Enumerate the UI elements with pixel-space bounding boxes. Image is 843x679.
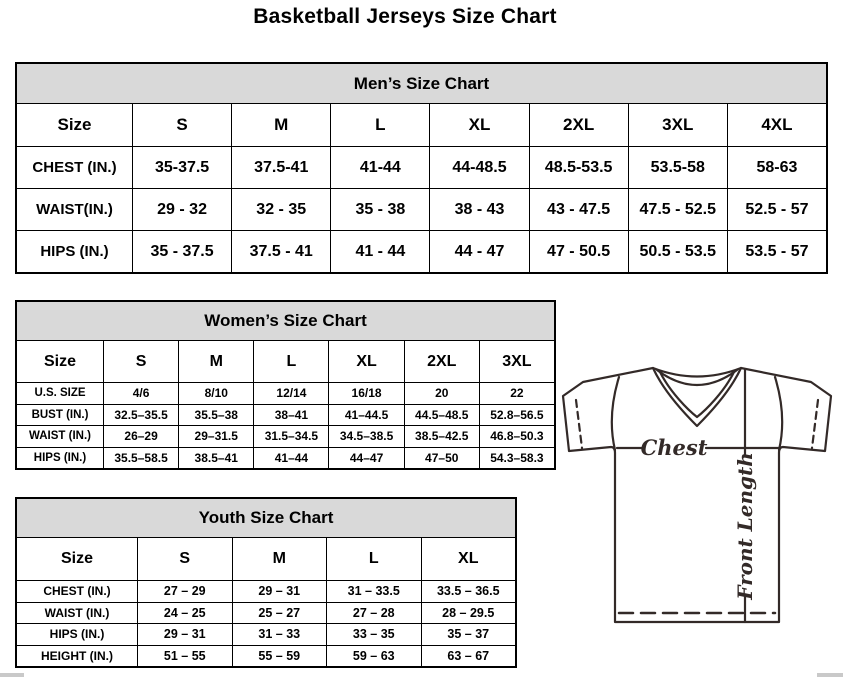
men-value-cell: 3XL <box>628 104 727 146</box>
page-title: Basketball Jerseys Size Chart <box>253 5 557 28</box>
women-value-cell: 31.5–34.5 <box>253 426 328 447</box>
women-size-header-row <box>17 341 554 382</box>
women-data-row-2 <box>17 425 554 447</box>
women-value-cell: 8/10 <box>178 383 253 404</box>
youth-value-cell: 27 – 28 <box>326 603 421 624</box>
women-row-label: BUST (IN.) <box>31 408 89 421</box>
jersey-measurement-diagram <box>552 358 842 628</box>
women-row-label: Size <box>43 352 76 370</box>
women-value-cell: 47–50 <box>404 448 479 469</box>
youth-value-cell: S <box>137 538 232 580</box>
men-value-cell: 35 - 37.5 <box>132 231 231 272</box>
women-value-cell: 20 <box>404 383 479 404</box>
youth-value-cell: M <box>232 538 327 580</box>
womens-table-title: Women’s Size Chart <box>17 302 554 341</box>
men-value-cell: 47.5 - 52.5 <box>628 189 727 230</box>
youth-row-label: HEIGHT (IN.) <box>41 648 113 663</box>
youth-value-cell: 33 – 35 <box>326 624 421 645</box>
women-value-cell: 41–44.5 <box>328 405 403 426</box>
men-value-cell: 29 - 32 <box>132 189 231 230</box>
men-value-cell: 37.5-41 <box>231 147 330 188</box>
men-value-cell: 38 - 43 <box>429 189 528 230</box>
youth-value-cell: 24 – 25 <box>137 603 232 624</box>
youth-value-cell: 51 – 55 <box>137 646 232 667</box>
men-row-label: Size <box>57 115 92 134</box>
men-value-cell: 53.5 - 57 <box>727 231 826 272</box>
men-value-cell: 48.5-53.5 <box>529 147 628 188</box>
youth-value-cell: 63 – 67 <box>421 646 516 667</box>
horizontal-scrollbar-right-fragment[interactable] <box>817 673 843 677</box>
women-value-cell: L <box>253 341 328 382</box>
men-row-label: HIPS (IN.) <box>40 243 109 260</box>
women-value-cell: 44.5–48.5 <box>404 405 479 426</box>
youth-value-cell: 27 – 29 <box>137 581 232 602</box>
youth-value-cell: 28 – 29.5 <box>421 603 516 624</box>
men-value-cell: 41-44 <box>330 147 429 188</box>
youth-size-header-row <box>17 538 515 580</box>
mens-size-chart-table <box>15 62 828 274</box>
youth-value-cell: 59 – 63 <box>326 646 421 667</box>
youth-value-cell: 55 – 59 <box>232 646 327 667</box>
women-row-label: HIPS (IN.) <box>33 451 87 464</box>
men-value-cell: XL <box>429 104 528 146</box>
women-value-cell: 38.5–41 <box>178 448 253 469</box>
men-value-cell: L <box>330 104 429 146</box>
youth-value-cell: 33.5 – 36.5 <box>421 581 516 602</box>
men-size-header-row <box>17 104 826 146</box>
youth-data-row-2 <box>17 623 515 645</box>
men-data-row-2 <box>17 230 826 272</box>
youth-value-cell: 29 – 31 <box>232 581 327 602</box>
women-value-cell: 29–31.5 <box>178 426 253 447</box>
women-value-cell: XL <box>328 341 403 382</box>
youth-table-title: Youth Size Chart <box>17 499 515 538</box>
youth-data-row-0 <box>17 580 515 602</box>
youth-table-body <box>17 538 515 666</box>
women-data-row-1 <box>17 404 554 426</box>
women-value-cell: 2XL <box>404 341 479 382</box>
women-value-cell: 46.8–50.3 <box>479 426 554 447</box>
women-value-cell: 22 <box>479 383 554 404</box>
women-value-cell: 44–47 <box>328 448 403 469</box>
women-value-cell: 38.5–42.5 <box>404 426 479 447</box>
womens-size-chart-table <box>15 300 556 470</box>
men-value-cell: 47 - 50.5 <box>529 231 628 272</box>
men-value-cell: 44 - 47 <box>429 231 528 272</box>
jersey-diagram-svg <box>552 358 842 628</box>
men-value-cell: 43 - 47.5 <box>529 189 628 230</box>
men-value-cell: 37.5 - 41 <box>231 231 330 272</box>
women-value-cell: 16/18 <box>328 383 403 404</box>
women-value-cell: 34.5–38.5 <box>328 426 403 447</box>
youth-value-cell: 29 – 31 <box>137 624 232 645</box>
men-value-cell: 35 - 38 <box>330 189 429 230</box>
women-value-cell: 54.3–58.3 <box>479 448 554 469</box>
women-value-cell: 35.5–58.5 <box>103 448 178 469</box>
men-value-cell: 41 - 44 <box>330 231 429 272</box>
men-value-cell: 2XL <box>529 104 628 146</box>
front-length-label: Front Length <box>733 452 757 600</box>
men-value-cell: 35-37.5 <box>132 147 231 188</box>
youth-value-cell: 31 – 33.5 <box>326 581 421 602</box>
women-value-cell: S <box>103 341 178 382</box>
men-data-row-1 <box>17 188 826 230</box>
youth-value-cell: 31 – 33 <box>232 624 327 645</box>
men-value-cell: 53.5-58 <box>628 147 727 188</box>
women-value-cell: 52.8–56.5 <box>479 405 554 426</box>
youth-value-cell: L <box>326 538 421 580</box>
youth-data-row-1 <box>17 602 515 624</box>
women-row-label: WAIST (IN.) <box>29 430 91 443</box>
womens-table-body <box>17 341 554 468</box>
youth-row-label: CHEST (IN.) <box>43 584 111 599</box>
women-value-cell: 38–41 <box>253 405 328 426</box>
women-value-cell: 12/14 <box>253 383 328 404</box>
men-value-cell: 58-63 <box>727 147 826 188</box>
men-value-cell: 52.5 - 57 <box>727 189 826 230</box>
men-value-cell: 32 - 35 <box>231 189 330 230</box>
youth-row-label: HIPS (IN.) <box>49 627 105 642</box>
youth-value-cell: 25 – 27 <box>232 603 327 624</box>
women-value-cell: 3XL <box>479 341 554 382</box>
youth-value-cell: 35 – 37 <box>421 624 516 645</box>
women-value-cell: M <box>178 341 253 382</box>
women-value-cell: 4/6 <box>103 383 178 404</box>
women-value-cell: 32.5–35.5 <box>103 405 178 426</box>
men-row-label: WAIST(IN.) <box>36 201 113 218</box>
men-value-cell: M <box>231 104 330 146</box>
jersey-outline <box>563 368 831 622</box>
chest-label: Chest <box>640 435 708 460</box>
men-row-label: CHEST (IN.) <box>32 159 117 176</box>
women-data-row-0 <box>17 382 554 404</box>
women-value-cell: 35.5–38 <box>178 405 253 426</box>
men-value-cell: 4XL <box>727 104 826 146</box>
men-data-row-0 <box>17 146 826 188</box>
mens-table-title: Men’s Size Chart <box>17 64 826 104</box>
mens-table-body <box>17 104 826 272</box>
youth-row-label: WAIST (IN.) <box>44 605 110 620</box>
youth-value-cell: XL <box>421 538 516 580</box>
youth-size-chart-table <box>15 497 517 668</box>
women-data-row-3 <box>17 447 554 469</box>
women-value-cell: 26–29 <box>103 426 178 447</box>
youth-row-label: Size <box>60 550 93 567</box>
men-value-cell: 50.5 - 53.5 <box>628 231 727 272</box>
horizontal-scrollbar-left-fragment[interactable] <box>0 673 24 677</box>
men-value-cell: 44-48.5 <box>429 147 528 188</box>
youth-data-row-3 <box>17 645 515 667</box>
women-value-cell: 41–44 <box>253 448 328 469</box>
men-value-cell: S <box>132 104 231 146</box>
women-row-label: U.S. SIZE <box>34 387 86 400</box>
